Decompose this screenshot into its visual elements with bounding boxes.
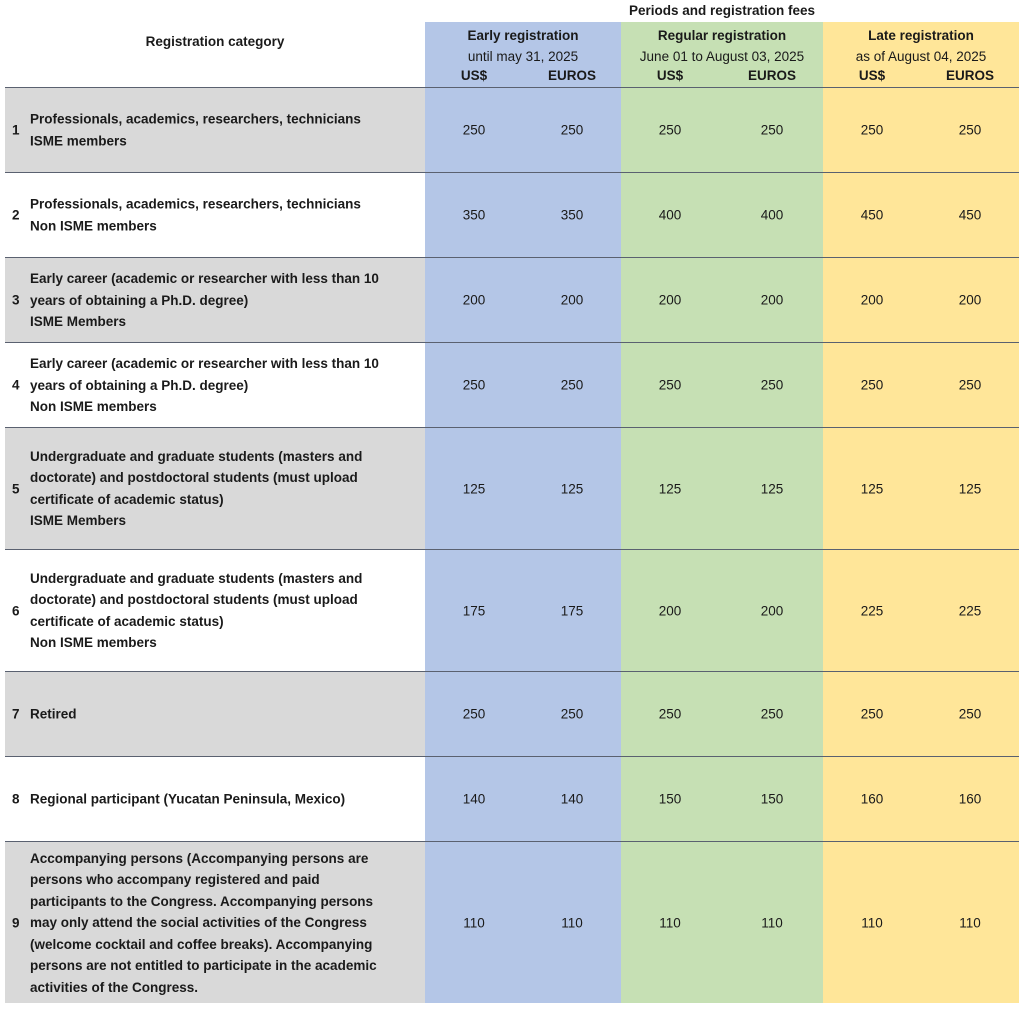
row-number: 5: [12, 481, 20, 496]
fee-late-euros: 110: [959, 915, 981, 930]
description-line: activities of the Congress.: [30, 979, 199, 995]
row-number: 4: [12, 377, 20, 393]
fee-late-euros: 200: [958, 292, 982, 308]
description-line: Retired: [30, 706, 77, 722]
description-line: persons who accompany registered and paid: [30, 871, 320, 887]
fee-regular-euros: 250: [760, 706, 784, 722]
period-header-regular: [621, 22, 823, 87]
fee-late-euros: 225: [958, 603, 982, 618]
fee-regular-euros: 125: [760, 481, 784, 496]
category-cell: [5, 88, 425, 172]
fee-late-euros: 250: [958, 706, 982, 722]
fee-late-usd: 450: [860, 207, 884, 223]
period-name: Regular registration: [657, 28, 787, 43]
fee-early-usd: 350: [462, 207, 486, 223]
fee-late-usd: 200: [860, 292, 884, 308]
row-number: 9: [12, 915, 20, 930]
table-row: [5, 172, 1019, 257]
category-description: [30, 568, 420, 654]
period-dates: June 01 to August 03, 2025: [639, 49, 805, 64]
fee-regular-usd: 110: [659, 915, 681, 930]
category-cell: [5, 258, 425, 342]
fee-early-usd: 110: [463, 915, 485, 930]
periods-header: Periods and registration fees: [628, 3, 816, 18]
description-line: participants to the Congress. Accompanying persons: [30, 893, 374, 909]
description-line: ISME members: [30, 133, 127, 148]
table-row: [5, 841, 1019, 1003]
description-line: Non ISME members: [30, 635, 157, 650]
table-row: [5, 756, 1019, 841]
fee-regular-euros: 200: [760, 603, 784, 618]
table-row: [5, 671, 1019, 756]
fee-regular-usd: 150: [658, 791, 682, 807]
fee-early-usd: 125: [462, 481, 486, 496]
fee-late-usd: 125: [860, 481, 884, 496]
fee-early-euros: 200: [560, 292, 584, 308]
currency-usd: US$: [656, 68, 684, 83]
category-description: [30, 847, 420, 998]
category-cell: [5, 428, 425, 549]
table-row: [5, 427, 1019, 549]
fee-regular-usd: 125: [658, 481, 682, 496]
category-cell: [5, 672, 425, 756]
row-number: 2: [12, 207, 20, 223]
description-line: Undergraduate and graduate students (masters and: [30, 570, 363, 586]
fee-regular-usd: 250: [658, 122, 682, 138]
description-line: may only attend the social activities of the Congress: [30, 914, 367, 930]
period-header-late: [823, 22, 1019, 87]
fee-early-euros: 140: [560, 791, 584, 807]
category-description: [30, 194, 420, 237]
description-line: Early career (academic or researcher with less than 10: [30, 270, 379, 286]
fee-late-euros: 250: [958, 122, 982, 138]
fee-early-euros: 110: [561, 915, 583, 930]
table-row: [5, 549, 1019, 671]
period-header-early: [425, 22, 621, 87]
period-dates: as of August 04, 2025: [855, 49, 987, 64]
fee-late-euros: 250: [958, 377, 982, 393]
category-description: [30, 353, 420, 418]
fee-early-usd: 140: [462, 791, 486, 807]
fee-late-usd: 250: [860, 122, 884, 138]
row-number: 3: [12, 292, 20, 308]
description-line: Regional participant (Yucatan Peninsula, Mexico): [30, 791, 346, 807]
fee-early-usd: 175: [462, 603, 486, 618]
description-line: ISME Members: [30, 313, 127, 329]
fee-late-euros: 160: [958, 791, 982, 807]
fee-regular-usd: 250: [658, 377, 682, 393]
fee-regular-usd: 250: [658, 706, 682, 722]
fee-early-usd: 250: [462, 706, 486, 722]
description-line: persons are not entitled to participate in the academic: [30, 957, 377, 973]
fee-early-euros: 125: [560, 481, 584, 496]
category-description: [30, 268, 420, 333]
description-line: Professionals, academics, researchers, technicians: [30, 111, 361, 127]
description-line: Non ISME members: [30, 398, 157, 414]
fee-regular-usd: 200: [658, 292, 682, 308]
fee-early-euros: 250: [560, 122, 584, 138]
category-cell: [5, 757, 425, 841]
period-name: Early registration: [467, 28, 579, 43]
fee-late-usd: 250: [860, 706, 884, 722]
description-line: years of obtaining a Ph.D. degree): [30, 292, 249, 308]
fee-regular-usd: 200: [658, 603, 682, 618]
description-line: certificate of academic status): [30, 613, 224, 629]
fee-early-usd: 250: [462, 122, 486, 138]
category-column-header: Registration category: [145, 34, 285, 49]
category-cell: [5, 550, 425, 671]
row-number: 8: [12, 791, 20, 807]
category-cell: [5, 343, 425, 427]
fee-early-usd: 200: [462, 292, 486, 308]
category-description: [30, 703, 420, 725]
currency-usd: US$: [858, 68, 886, 83]
category-description: [30, 446, 420, 532]
fee-early-euros: 250: [560, 377, 584, 393]
row-number: 1: [12, 122, 20, 138]
fee-early-euros: 250: [560, 706, 584, 722]
currency-euros: EUROS: [945, 68, 994, 83]
category-cell: [5, 173, 425, 257]
fee-regular-euros: 150: [760, 791, 784, 807]
description-line: Accompanying persons (Accompanying persons are: [30, 850, 369, 866]
description-line: Early career (academic or researcher with less than 10: [30, 355, 379, 371]
currency-euros: EUROS: [547, 68, 596, 83]
fee-early-euros: 175: [560, 603, 584, 618]
description-line: doctorate) and postdoctoral students (must upload: [30, 470, 358, 485]
category-description: [30, 109, 420, 152]
row-number: 6: [12, 603, 20, 618]
fee-regular-euros: 250: [760, 122, 784, 138]
fee-late-euros: 450: [958, 207, 982, 223]
fee-regular-usd: 400: [658, 207, 682, 223]
description-line: Non ISME members: [30, 218, 157, 233]
fee-regular-euros: 200: [760, 292, 784, 308]
description-line: Professionals, academics, researchers, technicians: [30, 196, 361, 212]
fee-late-euros: 125: [958, 481, 982, 496]
category-cell: [5, 842, 425, 1003]
fee-late-usd: 225: [860, 603, 884, 618]
fee-regular-euros: 110: [761, 915, 783, 930]
description-line: (welcome cocktail and coffee breaks). Accompanying: [30, 936, 373, 952]
period-name: Late registration: [868, 28, 974, 43]
description-line: certificate of academic status): [30, 491, 224, 507]
table-row: [5, 342, 1019, 427]
currency-usd: US$: [460, 68, 488, 83]
description-line: Undergraduate and graduate students (masters and: [30, 448, 363, 464]
fee-early-euros: 350: [560, 207, 584, 223]
fee-regular-euros: 400: [760, 207, 784, 223]
period-dates: until may 31, 2025: [467, 49, 579, 64]
fee-late-usd: 250: [860, 377, 884, 393]
table-row: [5, 257, 1019, 342]
fee-late-usd: 110: [861, 915, 883, 930]
table-row: [5, 87, 1019, 172]
description-line: years of obtaining a Ph.D. degree): [30, 377, 249, 393]
fee-regular-euros: 250: [760, 377, 784, 393]
fee-late-usd: 160: [860, 791, 884, 807]
currency-euros: EUROS: [747, 68, 796, 83]
fee-early-usd: 250: [462, 377, 486, 393]
category-description: [30, 788, 420, 810]
row-number: 7: [12, 706, 20, 722]
description-line: doctorate) and postdoctoral students (must upload: [30, 592, 358, 607]
description-line: ISME Members: [30, 513, 127, 528]
